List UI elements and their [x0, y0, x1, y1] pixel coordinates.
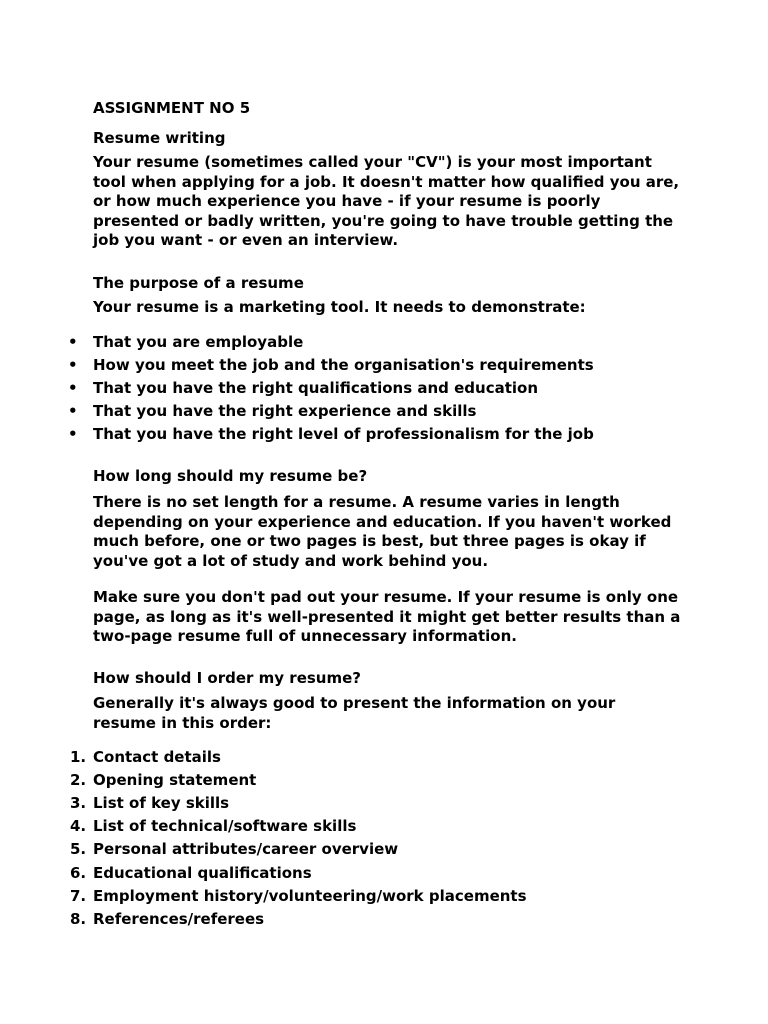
order-intro-line: Generally it's always good to present the information on your	[93, 694, 616, 712]
length-para1-line: much before, one or two pages is best, but three pages is okay if	[93, 532, 646, 550]
purpose-bullet: That you have the right qualifications and education	[93, 379, 539, 397]
purpose-bullet: That you have the right level of professionalism for the job	[93, 425, 594, 443]
purpose-bullet: That you are employable	[93, 333, 304, 351]
purpose-intro: Your resume is a marketing tool. It needs to demonstrate:	[93, 298, 586, 316]
bullet-marker: •	[68, 379, 78, 397]
order-item: List of key skills	[93, 794, 230, 812]
bullet-marker: •	[68, 402, 78, 420]
intro-line: job you want - or even an interview.	[93, 231, 399, 249]
order-number: 3.	[70, 794, 87, 812]
intro-line: tool when applying for a job. It doesn't matter how qualified you are,	[93, 173, 680, 191]
order-item: Educational qualifications	[93, 864, 312, 882]
purpose-bullet: How you meet the job and the organisation's requirements	[93, 356, 594, 374]
intro-line: Your resume (sometimes called your "CV") is your most important	[93, 153, 652, 171]
document-subtitle: Resume writing	[93, 129, 226, 147]
purpose-bullet: That you have the right experience and skills	[93, 402, 477, 420]
order-number: 7.	[70, 887, 87, 905]
bullet-marker: •	[68, 333, 78, 351]
order-item: Employment history/volunteering/work placements	[93, 887, 527, 905]
document-title: ASSIGNMENT NO 5	[93, 99, 251, 117]
order-number: 5.	[70, 840, 87, 858]
order-item: List of technical/software skills	[93, 817, 357, 835]
order-number: 6.	[70, 864, 87, 882]
order-item: Personal attributes/career overview	[93, 840, 399, 858]
order-number: 4.	[70, 817, 87, 835]
order-item: Contact details	[93, 748, 221, 766]
order-item: References/referees	[93, 910, 265, 928]
bullet-marker: •	[68, 356, 78, 374]
length-heading: How long should my resume be?	[93, 467, 368, 485]
length-para1-line: There is no set length for a resume. A resume varies in length	[93, 493, 620, 511]
order-heading: How should I order my resume?	[93, 669, 361, 687]
length-para2-line: two-page resume full of unnecessary information.	[93, 627, 517, 645]
order-number: 2.	[70, 771, 87, 789]
order-intro-line: resume in this order:	[93, 714, 272, 732]
intro-line: or how much experience you have - if your resume is poorly	[93, 192, 601, 210]
bullet-marker: •	[68, 425, 78, 443]
order-item: Opening statement	[93, 771, 257, 789]
length-para2-line: Make sure you don't pad out your resume. If your resume is only one	[93, 588, 679, 606]
order-number: 1.	[70, 748, 87, 766]
length-para1-line: depending on your experience and education. If you haven't worked	[93, 513, 672, 531]
purpose-heading: The purpose of a resume	[93, 274, 304, 292]
length-para2-line: page, as long as it's well-presented it might get better results than a	[93, 608, 681, 626]
intro-line: presented or badly written, you're going to have trouble getting the	[93, 212, 674, 230]
length-para1-line: you've got a lot of study and work behind you.	[93, 552, 489, 570]
order-number: 8.	[70, 910, 87, 928]
